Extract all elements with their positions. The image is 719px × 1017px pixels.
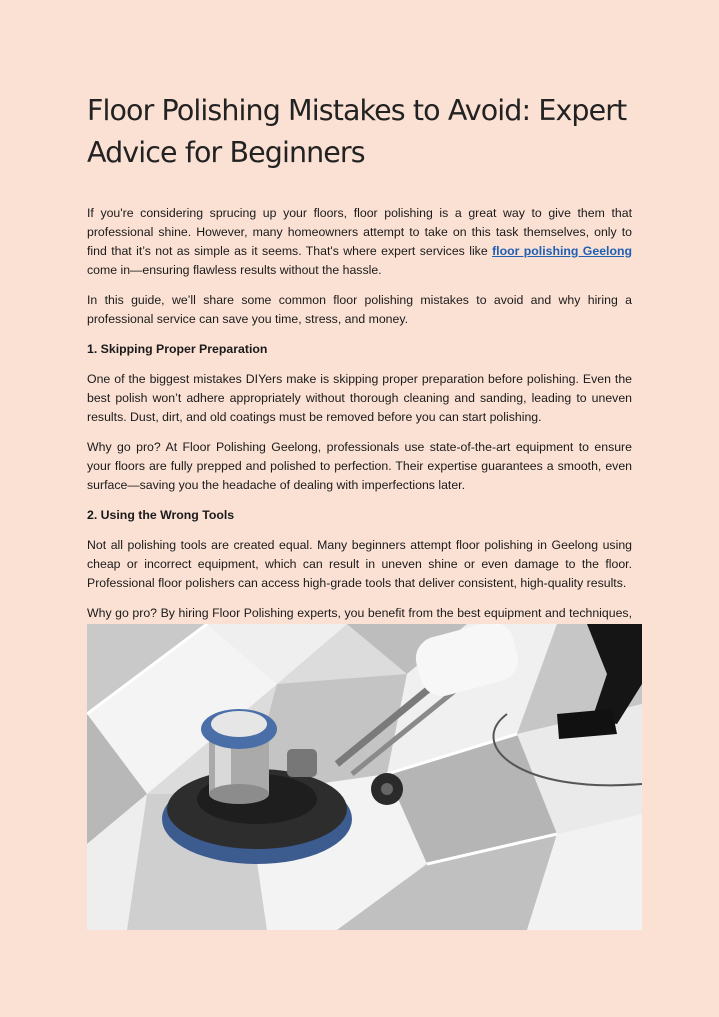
guide-paragraph: In this guide, we’ll share some common floor polishing mistakes to avoid and why hiring a professional service can save you time, stress, and money. (87, 293, 632, 326)
section-paragraph: Why go pro? By hiring Floor Polishing experts, you benefit from the best equipment and techniques, (87, 606, 632, 620)
intro-text-before-link: If you're considering sprucing up your floors, floor polishing is a great way to give them that professional shine. However, many homeowners attempt to take on this task themselves, only to find that it’s not as simple as it seems. That's where expert services like (87, 206, 632, 258)
section-heading: 1. Skipping Proper Preparation (87, 342, 268, 356)
intro-text-after-link: come in—ensuring flawless results without the hassle. (87, 263, 382, 277)
floor-polisher-photo (87, 624, 642, 930)
section-heading: 2. Using the Wrong Tools (87, 508, 235, 522)
floor-polisher-illustration (87, 624, 642, 930)
floor-polishing-geelong-link[interactable]: floor polishing Geelong (492, 244, 632, 258)
section-paragraph: Why go pro? At Floor Polishing Geelong, professionals use state-of-the-art equipment to ensure your floors are fully prepped and polished to perfection. Their expertise guarantees a smooth, even surface—saving you the headache of dealing with imperfections later. (87, 440, 632, 492)
page-title: Floor Polishing Mistakes to Avoid: Expert Advice for Beginners (87, 94, 627, 169)
section-paragraph: Not all polishing tools are created equal. Many beginners attempt floor polishing in Geelong using cheap or incorrect equipment, which can result in uneven shine or even damage to the floor. Professional floor polishers can access high-grade tools that deliver consistent, high-quality results. (87, 538, 632, 590)
section-paragraph: One of the biggest mistakes DIYers make is skipping proper preparation before polishing. Even the best polish won’t adhere appropriately without thorough cleaning and sanding, leading to uneven results. Dust, dirt, and old coatings must be removed before you can start polishing. (87, 372, 632, 424)
intro-paragraph (87, 204, 632, 280)
article (87, 0, 632, 672)
